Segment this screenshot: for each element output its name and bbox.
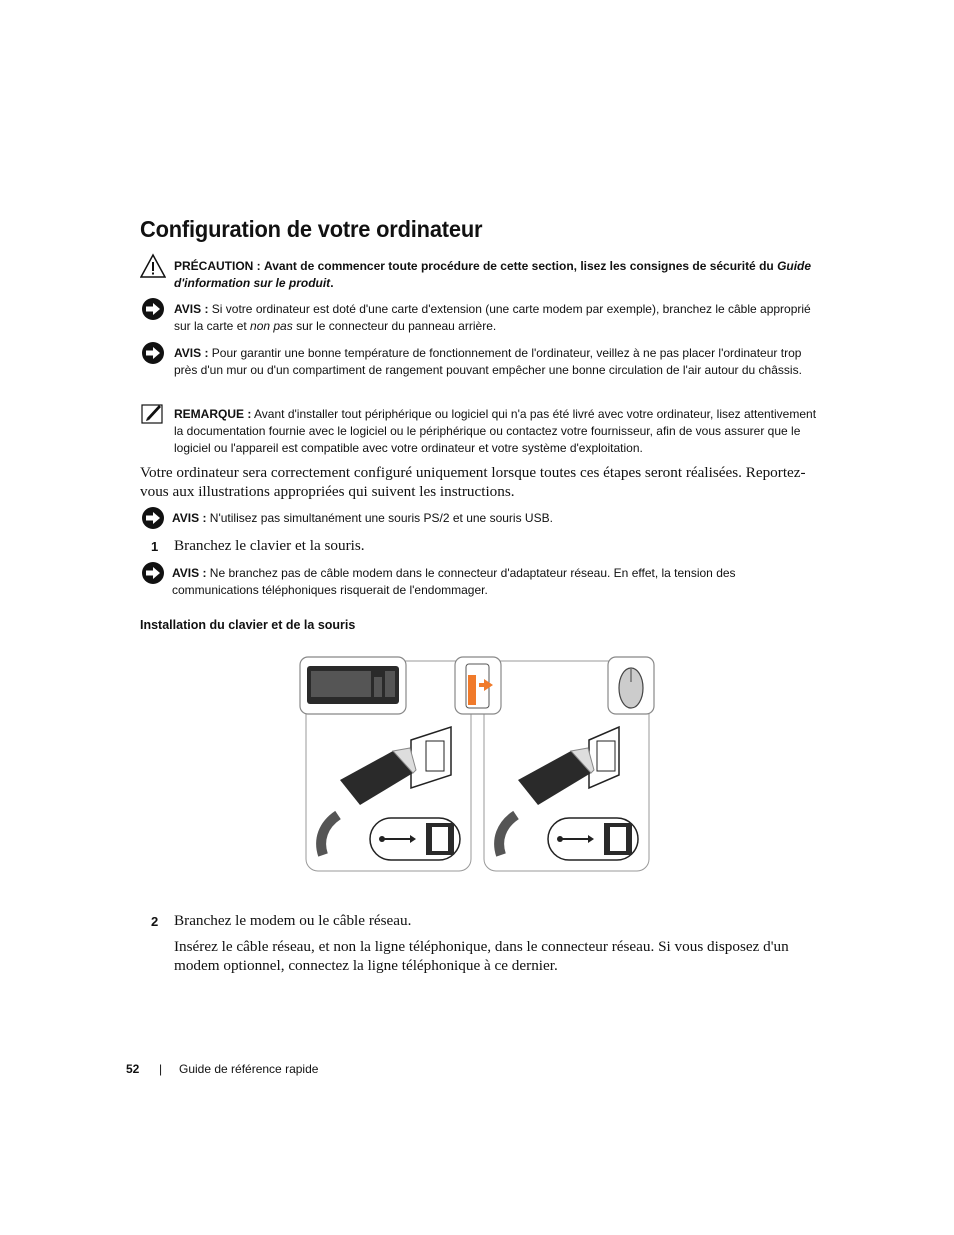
notice-arrow-icon (140, 340, 166, 366)
mouse-icon (608, 657, 654, 714)
notice-arrow-icon (140, 296, 166, 322)
note-pencil-icon (140, 401, 166, 427)
remark-note: REMARQUE : Avant d'installer tout périphérique ou logiciel qui n'a pas été livré avec votre ordinateur, lisez attentivement la documentation fournie avec le logiciel ou le périphérique ou contactez votre fournisseur, afin de vous assurer que le logiciel ou l'appareil est compatible avec votre ordinateur et votre système d'exploitation. (174, 407, 817, 455)
notice-ps2-usb: AVIS : N'utilisez pas simultanément une souris PS/2 et une souris USB. (172, 511, 553, 525)
step-1-text: Branchez le clavier et la souris. (174, 537, 365, 554)
page-number: 52 (126, 1062, 140, 1076)
footer-guide-title: Guide de référence rapide (179, 1062, 319, 1076)
notice-expansion-card: AVIS : Si votre ordinateur est doté d'une carte d'extension (une carte modem par exemple), branchez le câble approprié sur la carte et non pas sur le connecteur du panneau arrière. (174, 302, 811, 333)
back-panel-port-icon (455, 657, 501, 714)
notice-modem: AVIS : Ne branchez pas de câble modem dans le connecteur d'adaptateur réseau. En effet, la tension des communications téléphoniques risquerait de l'endommager. (172, 566, 736, 597)
step-2-text: Branchez le modem ou le câble réseau. (174, 912, 412, 929)
caution-notice: PRÉCAUTION : Avant de commencer toute procédure de cette section, lisez les consignes de sécurité du Guide d'information sur le produit. (174, 259, 812, 290)
notice-arrow-icon (140, 505, 166, 531)
footer-separator: | (159, 1062, 163, 1076)
page-title: Configuration de votre ordinateur (140, 216, 483, 242)
warning-triangle-icon (140, 253, 166, 279)
step-2-number: 2 (151, 914, 159, 929)
step-1-number: 1 (151, 539, 159, 554)
notice-arrow-icon (140, 560, 166, 586)
keyboard-mouse-illustration (298, 655, 656, 873)
usb-port-left-icon (370, 818, 460, 860)
notice-ventilation: AVIS : Pour garantir une bonne température de fonctionnement de l'ordinateur, veillez à ne pas placer l'ordinateur trop près d'un mur ou d'un compartiment de rangement pouvant empêcher une bonne circulation de l'air autour du châssis. (174, 346, 802, 377)
keyboard-icon (300, 657, 406, 714)
intro-paragraph: Votre ordinateur sera correctement configuré uniquement lorsque toutes ces étapes seront réalisées. Reportez-vous aux illustrations appropriées qui suivent les instructions. (140, 464, 806, 500)
figure-caption: Installation du clavier et de la souris (140, 618, 356, 632)
step-2-detail: Insérez le câble réseau, et non la ligne téléphonique, dans le connecteur réseau. Si vous disposez d'un modem optionnel, connectez la ligne téléphonique à ce dernier. (174, 938, 789, 974)
usb-port-right-icon (548, 818, 638, 860)
